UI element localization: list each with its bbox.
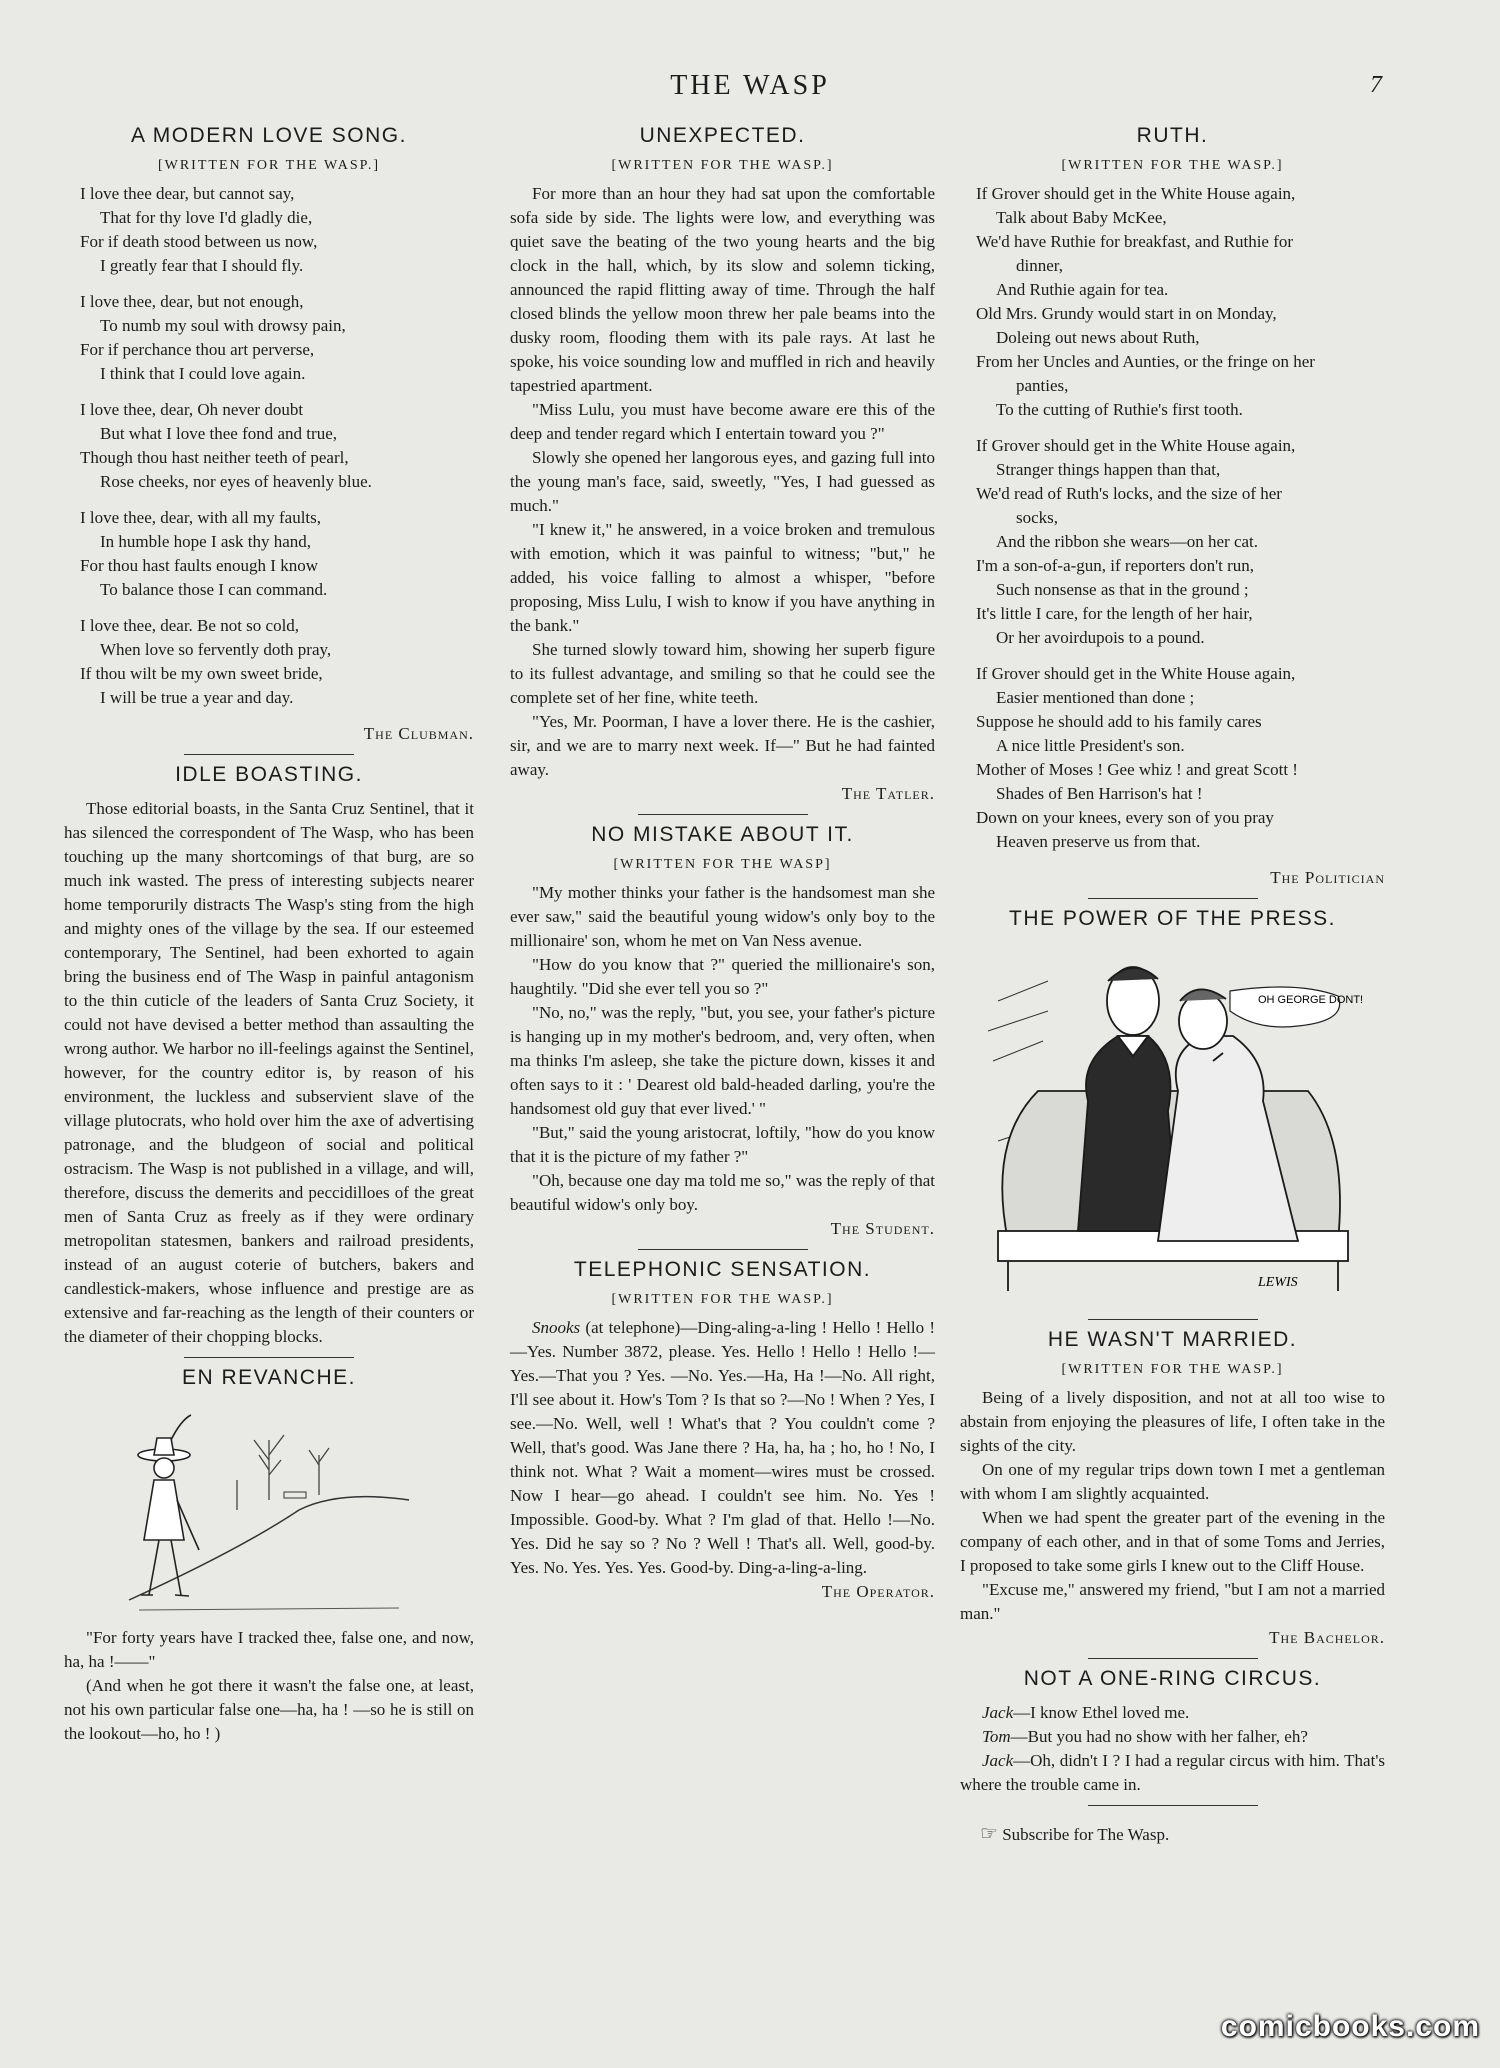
verse-line: socks, — [1016, 508, 1059, 527]
en-revanche-quote: "For forty years have I tracked thee, false one, and now, ha, ha !——" — [64, 1628, 474, 1671]
divider — [184, 1357, 354, 1358]
verse-line: We'd have Ruthie for breakfast, and Ruthie for — [976, 232, 1294, 251]
ruth-signature: The Politician — [1270, 868, 1385, 887]
verse-line: Old Mrs. Grundy would start in on Monday, — [976, 304, 1277, 323]
dialogue-line — [960, 1749, 1385, 1797]
married-paragraphs — [960, 1386, 1385, 1626]
telephonic-speaker: Snooks — [532, 1318, 581, 1337]
telephonic-title: TELEPHONIC SENSATION. — [573, 1258, 872, 1281]
paragraph: For more than an hour they had sat upon the comfortable sofa side by side. The lights were low, and everything was quiet save the beating of the two young hearts and the big clock in the hall, which, by its slow and solemn ticking, announced the rapid flitting away of time. Through the half closed blinds the yellow moon threw her pale beams into the dusky room, flooding them with its pale rays. At last he spoke, his voice sounding low and muffled in rich and heavily tapestried apartment. — [510, 184, 935, 395]
verse-line: Easier mentioned than done ; — [996, 688, 1195, 707]
stanza — [80, 290, 474, 386]
verse-line: Though thou hast neither teeth of pearl, — [80, 448, 349, 467]
verse-line: In humble hope I ask thy hand, — [100, 532, 312, 551]
verse-line: But what I love thee fond and true, — [100, 424, 337, 443]
pointing-hand-icon: ☞ — [980, 1823, 998, 1845]
verse-line: If Grover should get in the White House again, — [976, 184, 1296, 203]
love-song-title: A MODERN LOVE SONG. — [131, 124, 407, 147]
stanza — [80, 614, 474, 710]
divider — [1088, 1319, 1258, 1320]
verse-line: Down on your knees, every son of you pray — [976, 808, 1274, 827]
married-title: HE WASN'T MARRIED. — [1047, 1328, 1298, 1351]
divider — [1088, 1658, 1258, 1659]
en-revanche-title: EN REVANCHE. — [182, 1366, 356, 1389]
love-song-signature: The Clubman. — [363, 724, 474, 743]
verse-line: Stranger things happen than that, — [996, 460, 1221, 479]
no-mistake-signature: The Student. — [830, 1219, 935, 1238]
verse-line: For thou hast faults enough I know — [80, 556, 318, 575]
dialogue-speaker: Jack — [982, 1751, 1014, 1770]
verse-line: I will be true a year and day. — [100, 688, 294, 707]
no-mistake-paragraphs — [510, 881, 935, 1217]
paragraph: "My mother thinks your father is the handsomest man she ever saw," said the beautiful young widow's only boy to the millionaire' son, whom he met on Van Ness avenue. — [510, 883, 935, 950]
verse-line: Doleing out news about Ruth, — [996, 328, 1200, 347]
unexpected-paragraphs — [510, 182, 935, 782]
en-revanche-text: (And when he got there it wasn't the false one, at least, not his own particular false one—ha, ha ! —so he is still on the lookout—ho, ho ! ) — [64, 1676, 474, 1743]
verse-line: Or her avoirdupois to a pound. — [996, 628, 1205, 647]
stanza — [976, 662, 1385, 854]
stanza — [976, 182, 1385, 422]
ruth-title: RUTH. — [1136, 124, 1209, 147]
dialogue-speaker: Tom — [982, 1727, 1011, 1746]
verse-line: I love thee, dear, Oh never doubt — [80, 400, 304, 419]
verse-line: I love thee, dear, but not enough, — [80, 292, 304, 311]
subscribe-note — [960, 1822, 1385, 1847]
verse-line: I greatly fear that I should fly. — [100, 256, 304, 275]
verse-line: For if death stood between us now, — [80, 232, 318, 251]
verse-line: If Grover should get in the White House again, — [976, 664, 1296, 683]
verse-line: I love thee, dear. Be not so cold, — [80, 616, 300, 635]
telephonic-byline: [WRITTEN FOR THE WASP.] — [611, 1292, 834, 1307]
en-revanche-illustration — [119, 1400, 419, 1620]
ruth-byline: [WRITTEN FOR THE WASP.] — [1061, 158, 1284, 173]
verse-line: And the ribbon she wears—on her cat. — [996, 532, 1259, 551]
circus-dialogue — [960, 1701, 1385, 1797]
page-number: 7 — [1370, 72, 1382, 98]
verse-line: We'd read of Ruth's locks, and the size of her — [976, 484, 1282, 503]
stanza — [80, 182, 474, 278]
idle-boasting-text: Those editorial boasts, in the Santa Cruz Sentinel, that it has silenced the correspondent of The Wasp, who has been touching up the many shortcomings of that burg, are so much ink wasted. The press of interesting subjects nearer home temporurily distracts The Wasp's sting from the high and mighty ones of the village by the sea. If our esteemed contemporary, The Sentinel, had been exhorted to again bring the business end of The Wasp in painful antagonism to the thin cuticle of the leaders of Santa Cruz Society, it could not have devised a better method than assaulting the wrong author. We harbor no ill-feelings against the Sentinel, however, for the country editor is, by reason of his environment, the luckless and subservient slave of the village plutocrats, who hold over him the axe of advertising patronage, and the bludgeon of social and political ostracism. The Wasp is not published in a village, and will, therefore, discuss the demerits and peccidilloes of the great men of Santa Cruz as freely as if they were ordinary metropolitan statesmen, bankers and railroad presidents, instead of an august coterie of butchers, bakers and candlestick-makers, whose influence and prestige are as extensive and far-reaching as the length of their counters or the diameter of their chopping blocks. — [64, 799, 475, 1346]
verse-line: I love thee, dear, with all my faults, — [80, 508, 322, 527]
verse-line: To balance those I can command. — [100, 580, 328, 599]
verse-line: From her Uncles and Aunties, or the fringe on her — [976, 352, 1315, 371]
no-mistake-title: NO MISTAKE ABOUT IT. — [591, 823, 854, 846]
unexpected-byline: [WRITTEN FOR THE WASP.] — [611, 158, 834, 173]
verse-line: If thou wilt be my own sweet bride, — [80, 664, 323, 683]
verse-line: I love thee dear, but cannot say, — [80, 184, 295, 203]
cartoon-balloon-text: OH GEORGE DONT! — [1257, 994, 1363, 1006]
verse-line: Mother of Moses ! Gee whiz ! and great Scott ! — [976, 760, 1298, 779]
verse-line: Rose cheeks, nor eyes of heavenly blue. — [100, 472, 372, 491]
verse-line: That for thy love I'd gladly die, — [100, 208, 313, 227]
paragraph: Being of a lively disposition, and not at all too wise to abstain from enjoying the pleasures of life, I often take in the sights of the city. — [960, 1388, 1385, 1455]
stanza — [80, 398, 474, 494]
verse-line: Heaven preserve us from that. — [996, 832, 1201, 851]
verse-line: When love so fervently doth pray, — [100, 640, 332, 659]
column-2 — [510, 118, 935, 1610]
unexpected-title: UNEXPECTED. — [639, 124, 806, 147]
love-song-byline: [WRITTEN FOR THE WASP.] — [157, 158, 381, 173]
dialogue-text: —But you had no show with her falher, eh? — [1010, 1727, 1308, 1746]
love-song-stanzas — [64, 182, 474, 710]
verse-line: It's little I care, for the length of her hair, — [976, 604, 1253, 623]
telephonic-signature: The Operator. — [821, 1582, 935, 1601]
paragraph: "Miss Lulu, you must have become aware ere this of the deep and tender regard which I entertain toward you ?" — [510, 400, 935, 443]
paragraph: "But," said the young aristocrat, loftily, "how do you know that it is the picture of my father ?" — [510, 1123, 935, 1166]
subscribe-text: Subscribe for The Wasp. — [1002, 1825, 1170, 1844]
divider — [1088, 1805, 1258, 1806]
paragraph: "No, no," was the reply, "but, you see, your father's picture is hanging up in my mother's bedroom, and, very often, when ma thinks I'm asleep, she take the picture down, kisses it and often says to it : ' Dearest old bald-headed darling, you're the handsomest old guy that ever lived.' " — [510, 1003, 935, 1118]
verse-line: A nice little President's son. — [996, 736, 1185, 755]
paragraph: On one of my regular trips down town I met a gentleman with whom I am slightly acquainted. — [960, 1460, 1385, 1503]
paragraph: "I knew it," he answered, in a voice broken and tremulous with emotion, which it was painful to witness; "but," he added, his voice falling to almost a whisper, "before proposing, Miss Lulu, I wish to know if you have anything in the bank." — [510, 520, 935, 635]
paragraph: "Excuse me," answered my friend, "but I am not a married man." — [960, 1580, 1385, 1623]
paragraph: "Oh, because one day ma told me so," was the reply of that beautiful widow's only boy. — [510, 1171, 935, 1214]
divider — [638, 1249, 808, 1250]
no-mistake-byline: [WRITTEN FOR THE WASP] — [613, 857, 832, 872]
verse-line: Such nonsense as that in the ground ; — [996, 580, 1249, 599]
verse-line: And Ruthie again for tea. — [996, 280, 1169, 299]
idle-boasting-title: IDLE BOASTING. — [175, 763, 363, 786]
verse-line: Talk about Baby McKee, — [996, 208, 1167, 227]
married-byline: [WRITTEN FOR THE WASP.] — [1061, 1362, 1284, 1377]
unexpected-signature: The Tatler. — [841, 784, 935, 803]
divider — [184, 754, 354, 755]
paragraph: Slowly she opened her langorous eyes, and gazing full into the young man's face, said, sweetly, "Yes, I had guessed as much." — [510, 448, 935, 515]
watermark: comicbooks.com — [1220, 2010, 1480, 2043]
divider — [638, 814, 808, 815]
verse-line: To the cutting of Ruthie's first tooth. — [996, 400, 1243, 419]
dialogue-speaker: Jack — [982, 1703, 1014, 1722]
dialogue-line — [960, 1725, 1385, 1749]
telephonic-text — [510, 1316, 935, 1580]
verse-line: Shades of Ben Harrison's hat ! — [996, 784, 1203, 803]
masthead: THE WASP — [670, 70, 830, 101]
dialogue-line — [960, 1701, 1385, 1725]
married-signature: The Bachelor. — [1269, 1628, 1385, 1647]
stanza — [80, 506, 474, 602]
verse-line: panties, — [1016, 376, 1069, 395]
column-1 — [64, 118, 474, 1746]
divider — [1088, 898, 1258, 899]
verse-line: To numb my soul with drowsy pain, — [100, 316, 346, 335]
paragraph: She turned slowly toward him, showing her superb figure to its fullest advantage, and smiling so that he could see the complete set of her fine, white teeth. — [510, 640, 935, 707]
dialogue-text: —Oh, didn't I ? I had a regular circus with him. That's where the trouble came in. — [960, 1751, 1385, 1794]
verse-line: For if perchance thou art perverse, — [80, 340, 315, 359]
verse-line: dinner, — [1016, 256, 1063, 275]
cartoon-artist-signature: LEWIS — [1257, 1275, 1298, 1290]
verse-line: I'm a son-of-a-gun, if reporters don't run, — [976, 556, 1255, 575]
stanza — [976, 434, 1385, 650]
paragraph: When we had spent the greater part of the evening in the company of each other, and in that of some Toms and Jerries, I proposed to take some girls I knew out to the Cliff House. — [960, 1508, 1385, 1575]
circus-title: NOT A ONE-RING CIRCUS. — [1023, 1667, 1322, 1690]
verse-line: Suppose he should add to his family cares — [976, 712, 1262, 731]
dialogue-text: —I know Ethel loved me. — [1013, 1703, 1190, 1722]
ruth-stanzas — [960, 182, 1385, 854]
power-press-title: THE POWER OF THE PRESS. — [1009, 907, 1336, 930]
paragraph: "How do you know that ?" queried the millionaire's son, haughtily. "Did she ever tell you so ?" — [510, 955, 935, 998]
verse-line: If Grover should get in the White House again, — [976, 436, 1296, 455]
telephonic-body: (at telephone)—Ding-aling-a-ling ! Hello ! Hello !—Yes. Number 3872, please. Yes. Hello ! Hello ! Hello !—Yes.—That you ? Yes. —No. Yes.—Ha, Ha !—No. All right, I'll see about it. How's Tom ? Is that so ?—No ! When ? Yes, I see.—No. Well, well ! What's that ? You couldn't come ? Well, that's good. Was Jane there ? Ha, ha, ha ; ho, ho ! No, I think not. What ? Wait a moment—wires must be crossed. Now I hear—go ahead. I couldn't see him. No. Yes ! Impossible. Good-by. What ? I'm glad of that. Hello !—No. Yes. Did he say so ? No ? Well ! That's all. Well, good-by. Yes. No. Yes. Yes. Yes. Good-by. Ding-a-ling-a-ling. — [510, 1318, 936, 1577]
column-3 — [960, 118, 1385, 1847]
verse-line: I think that I could love again. — [100, 364, 306, 383]
paragraph: "Yes, Mr. Poorman, I have a lover there. He is the cashier, sir, and we are to marry next week. If—" But he had fainted away. — [510, 712, 935, 779]
power-press-cartoon — [968, 941, 1378, 1311]
